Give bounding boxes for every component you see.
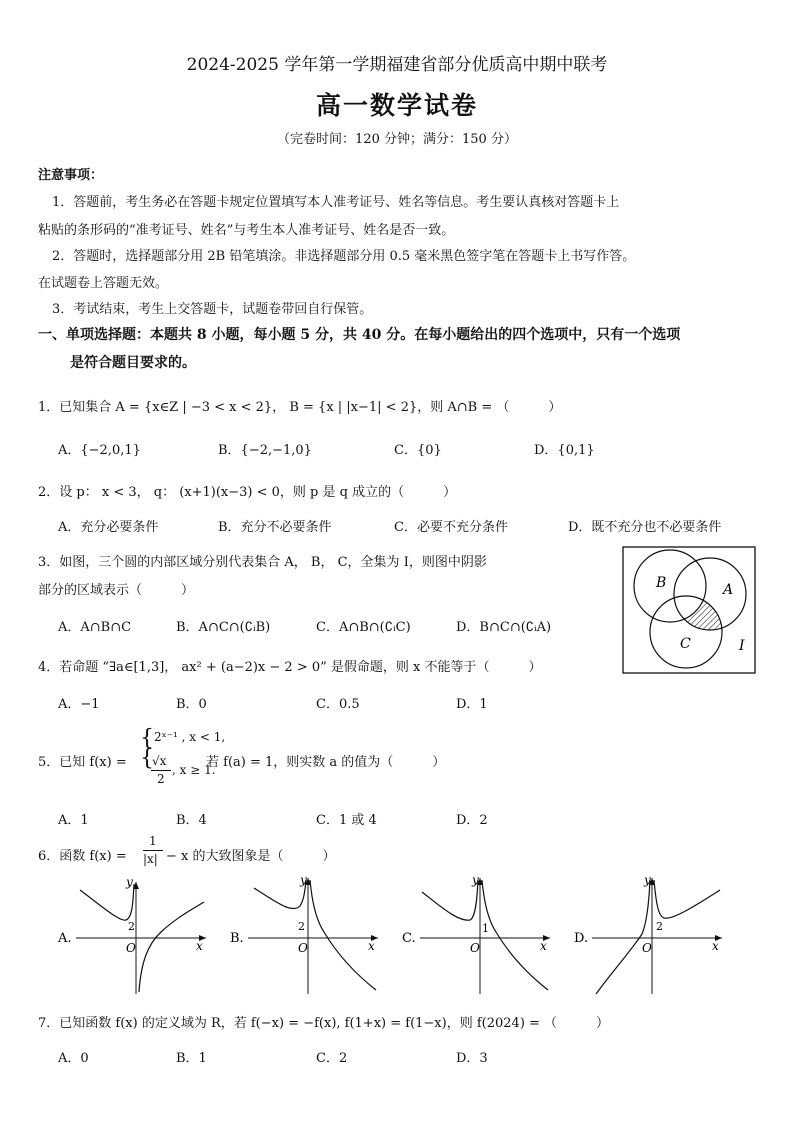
venn-label-a: A [723,582,734,598]
venn-label-i: I [739,638,745,654]
q6-graph-c-label: C. [402,931,416,946]
q7-option-c: C．2 [316,1051,348,1066]
q6-suffix: − x 的大致图象是（ ） [166,849,336,864]
venn-diagram [622,546,756,674]
q7-stem: 7．已知函数 f(x) 的定义域为 R，若 f(−x) = −f(x), f(1+x) = f(1−x)，则 f(2024) = （ ） [38,1016,610,1031]
q6-graph-c-x-label: x [540,939,547,953]
notes-line: 在试题卷上答题无效。 [38,276,169,291]
q3-stem: 3．如图，三个圆的内部区域分别代表集合 A， B， C，全集为 I，则图中阴影 [38,555,487,570]
exam-title: 高一数学试卷 [315,91,478,120]
q4-stem: 4．若命题 “∃a∈[1,3]， ax² + (a−2)x − 2 > 0” 是假命题，则 x 不能等于（ ） [38,660,542,675]
q6-graph-b-curve-right [310,880,376,990]
q6-graph-d-curve-right [654,880,720,918]
q5-case2-num: √x [152,754,167,768]
exam-meta: （完卷时间：120 分钟；满分：150 分） [277,132,517,147]
q5-case2-cond: , x ≥ 1. [172,763,216,777]
q7-option-a: A．0 [58,1051,89,1066]
q6-graph-b-x-label: x [368,939,375,953]
notes-line: 2．答题时，选择题部分用 2B 铅笔填涂。非选择题部分用 0.5 毫米黑色签字笔在答题卡上书写作答。 [52,249,636,264]
q6-graph-d-label: D. [574,931,589,946]
venn-shaded-region [634,550,722,668]
q5-prefix: 5．已知 f(x) = [38,755,127,770]
q5-fraction-bar [151,770,171,771]
q6-graph-c-y-label: y [472,873,479,887]
q6-graph-a-origin: O [126,941,136,955]
q6-graph-b-origin: O [298,941,308,955]
q4-option-a: A．−1 [58,697,100,712]
q6-graph-a-tick: 2 [128,920,135,933]
q6-graph-d-curve-left [596,880,650,994]
q2-option-b: B．充分不必要条件 [218,520,332,535]
notes-line: 粘贴的条形码的“准考证号、姓名”与考生本人准考证号、姓名是否一致。 [38,223,455,238]
q5-suffix: 若 f(a) = 1，则实数 a 的值为（ ） [206,755,446,770]
q1-option-a: A．{−2,0,1} [58,443,141,458]
q7-option-d: D．3 [456,1051,488,1066]
q4-option-c: C．0.5 [316,697,360,712]
q6-graph-a-label: A. [58,931,72,946]
q3-option-d: D．B∩C∩(∁ᵢA) [456,620,552,635]
q6-graph-b-label: B. [230,931,244,946]
q4-option-b: B．0 [176,697,207,712]
q6-graph-d-x-label: x [712,939,719,953]
venn-label-c: C [680,636,691,652]
q6-graph-a-curve-left [80,884,134,920]
q6-graph-a-x-label: x [196,939,203,953]
q6-graph-c-origin: O [470,941,480,955]
q5-brace-lower: { [140,746,154,771]
q3-option-c: C．A∩B∩(∁ᵢC) [316,620,411,635]
q5-option-c: C．1 或 4 [316,813,377,828]
q6-graph-d-y-label: y [644,873,651,887]
q6-graph-a [56,872,216,998]
q6-graph-c-curve-right [482,880,548,990]
q6-prefix: 6．函数 f(x) = [38,849,127,864]
q1-option-d: D．{0,1} [534,443,595,458]
q7-option-b: B．1 [176,1051,207,1066]
section-heading-cont: 是符合题目要求的。 [70,355,196,371]
q6-graph-b-tick: 2 [298,920,305,933]
notes-line: 1．答题前，考生务必在答题卡规定位置填写本人准考证号、姓名等信息。考生要认真核对答题卡上 [52,195,620,210]
q5-case1: 2ˣ⁻¹ , x < 1, [154,730,226,744]
q6-graph-c-tick: 1 [482,922,489,935]
q6-graph-b-y-label: y [300,873,307,887]
q4-option-d: D．1 [456,697,488,712]
q6-graph-b-curve-left [254,880,306,909]
q6-fraction-bar [143,850,163,851]
q6-graph-c-curve-left [422,880,478,920]
q6-graph-a-y-label: y [126,875,133,889]
q6-graph-a-curve-right [139,902,204,992]
q2-option-d: D．既不充分也不必要条件 [568,520,722,535]
q1-option-b: B．{−2,−1,0} [218,443,312,458]
q5-option-d: D．2 [456,813,488,828]
notes-heading: 注意事项： [38,168,104,183]
q1-stem: 1．已知集合 A = {x∈Z | −3 < x < 2}， B = {x | |x−1| < 2}，则 A∩B = （ ） [38,400,562,415]
q6-graph-c [400,872,560,998]
venn-label-b: B [656,575,667,591]
notes-line: 3．考试结束，考生上交答题卡，试题卷带回自行保管。 [52,302,373,317]
q3-option-b: B．A∩C∩(∁ᵢB) [176,620,271,635]
q6-graph-b [228,872,388,998]
exam-subtitle: 2024-2025 学年第一学期福建省部分优质高中期中联考 [186,55,608,75]
q6-frac-num: 1 [149,834,157,848]
q2-option-c: C．必要不充分条件 [394,520,508,535]
q5-brace: { [140,726,154,751]
q3-stem-cont: 部分的区域表示（ ） [38,583,195,598]
q2-stem: 2．设 p： x < 3， q： (x+1)(x−3) < 0，则 p 是 q 成立的（ ） [38,485,457,500]
q5-option-a: A．1 [58,813,89,828]
q3-option-a: A．A∩B∩C [58,620,132,635]
q6-graph-d [572,872,732,998]
q5-case2-den: 2 [157,772,165,786]
q5-option-b: B．4 [176,813,207,828]
q1-option-c: C．{0} [394,443,442,458]
q6-graph-d-tick: 2 [656,920,663,933]
q6-frac-den: |x| [143,852,158,866]
q2-option-a: A．充分必要条件 [58,520,159,535]
q6-graph-d-origin: O [642,941,652,955]
section-heading: 一、单项选择题：本题共 8 小题，每小题 5 分，共 40 分。在每小题给出的四个选项中，只有一个选项 [38,327,681,343]
